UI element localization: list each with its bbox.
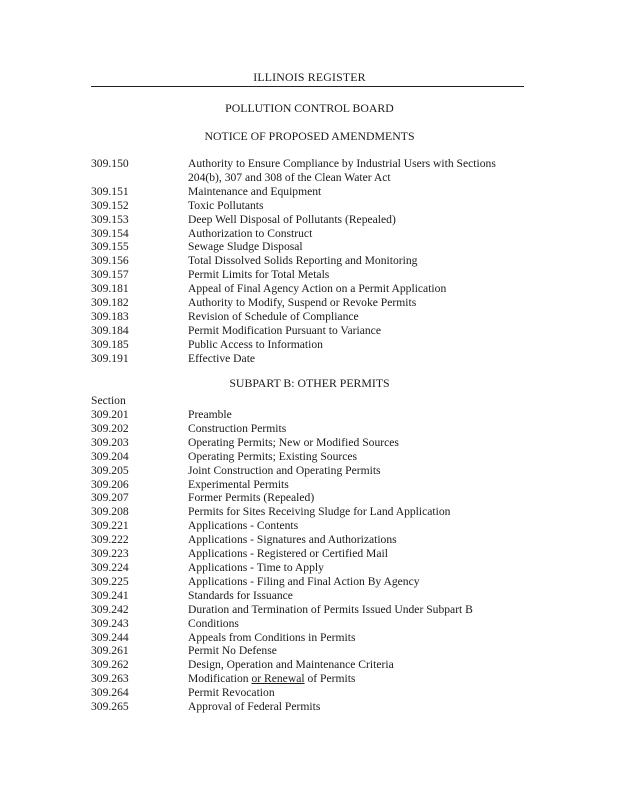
section-title: Experimental Permits [188,477,289,491]
section-number: 309.191 [91,351,129,365]
list-item [91,700,531,714]
list-item [91,436,531,450]
section-number: 309.206 [91,477,129,491]
list-item [91,672,531,686]
section-number: 309.225 [91,574,129,588]
section-number: 309.223 [91,547,129,561]
section-title: Applications - Time to Apply [188,560,324,574]
section-title: Applications - Registered or Certified Mail [188,547,388,561]
header-rule [91,86,524,87]
section-number: 309.181 [91,282,129,296]
section-title: Duration and Termination of Permits Issued Under Subpart B [188,602,473,616]
list-item [91,644,531,658]
list-item [91,478,531,492]
section-title: Applications - Contents [188,519,299,533]
section-number: 309.205 [91,463,129,477]
section-number: 309.183 [91,309,129,323]
section-title: Permits for Sites Receiving Sludge for Land Application [188,505,451,519]
section-number: 309.242 [91,602,129,616]
section-title: Operating Permits; Existing Sources [188,449,358,463]
list-item [91,631,531,645]
register-title: ILLINOIS REGISTER [253,70,366,84]
section-number: 309.154 [91,226,129,240]
section-title: Approval of Federal Permits [188,700,321,714]
list-item [91,491,531,505]
section-title: Public Access to Information [188,337,323,351]
section-number: 309.150 [91,157,129,170]
section-number: 309.263 [91,672,129,686]
list-item [91,464,531,478]
list-item [91,213,531,227]
section-title: Former Permits (Repealed) [188,491,315,505]
section-number: 309.265 [91,700,129,714]
section-number: 309.153 [91,212,129,226]
section-title: Total Dissolved Solids Reporting and Monitoring [188,254,418,268]
section-title: Appeals from Conditions in Permits [188,630,356,644]
section-title: Operating Permits; New or Modified Sources [188,435,399,449]
list-item [91,575,531,589]
section-number: 309.182 [91,296,129,310]
section-number: 309.185 [91,337,129,351]
notice-heading: NOTICE OF PROPOSED AMENDMENTS [204,129,415,143]
section-title: Authority to Modify, Suspend or Revoke Permits [188,296,417,310]
section-title: Preamble [188,408,232,421]
list-item [91,533,531,547]
section-number: 309.151 [91,184,129,198]
list-item [91,617,531,631]
section-title: Permit Modification Pursuant to Variance [188,323,381,337]
list-item [91,240,531,254]
section-number: 309.204 [91,449,129,463]
section-number: 309.155 [91,240,129,254]
section-title: Construction Permits [188,421,287,435]
section-number: 309.264 [91,686,129,700]
board-name: POLLUTION CONTROL BOARD [225,101,394,115]
section-title: Joint Construction and Operating Permits [188,463,381,477]
section-title: Effective Date [188,351,256,365]
section-title: Permit Limits for Total Metals [188,268,330,282]
section-number: 309.201 [91,408,129,421]
list-item [91,199,531,213]
section-title: Design, Operation and Maintenance Criteria [188,658,394,672]
list-item [91,658,531,672]
list-item [91,324,531,338]
section-number: 309.262 [91,658,129,672]
section-number: 309.207 [91,491,129,505]
section-title: Modification or Renewal of Permits [188,672,356,686]
section-number: 309.202 [91,421,129,435]
list-item [91,547,531,561]
section-title: Toxic Pollutants [188,198,264,212]
list-item [91,157,531,185]
list-item [91,310,531,324]
section-title: Maintenance and Equipment [188,184,322,198]
section-number: 309.244 [91,630,129,644]
section-title: Applications - Signatures and Authorizations [188,533,397,547]
list-item [91,185,531,199]
section-number: 309.241 [91,588,129,602]
section-title: Conditions [188,616,239,630]
section-title: Permit No Defense [188,644,277,658]
list-item [91,422,531,436]
section-number: 309.203 [91,435,129,449]
list-item [91,450,531,464]
section-number: 309.222 [91,533,129,547]
section-title: Standards for Issuance [188,588,293,602]
section-column-label: Section [91,394,126,407]
section-title: Deep Well Disposal of Pollutants (Repealed) [188,212,396,226]
list-item [91,268,531,282]
section-list-a [91,157,531,366]
section-number: 309.184 [91,323,129,337]
section-number: 309.156 [91,254,129,268]
section-list-b [91,408,531,714]
section-title: Applications - Filing and Final Action By Agency [188,574,420,588]
list-item [91,505,531,519]
list-item [91,519,531,533]
list-item [91,408,531,422]
section-number: 309.152 [91,198,129,212]
section-number: 309.224 [91,560,129,574]
underlined-insertion: or Renewal [251,672,305,686]
list-item [91,338,531,352]
section-title: Permit Revocation [188,686,275,700]
subpart-heading: SUBPART B: OTHER PERMITS [229,376,390,390]
section-number: 309.261 [91,644,129,658]
list-item [91,603,531,617]
list-item [91,561,531,575]
list-item [91,589,531,603]
list-item [91,282,531,296]
section-title: Authorization to Construct [188,226,313,240]
list-item [91,352,531,366]
section-number: 309.243 [91,616,129,630]
section-title: Authority to Ensure Compliance by Industrial Users with Sections 204(b), 307 and 308 of the Clean Water Act [188,157,496,184]
section-title: Appeal of Final Agency Action on a Permit Application [188,282,447,296]
list-item [91,227,531,241]
section-number: 309.157 [91,268,129,282]
list-item [91,296,531,310]
section-number: 309.221 [91,519,129,533]
section-title: Sewage Sludge Disposal [188,240,303,254]
list-item [91,686,531,700]
section-title: Revision of Schedule of Compliance [188,309,359,323]
list-item [91,254,531,268]
section-number: 309.208 [91,505,129,519]
